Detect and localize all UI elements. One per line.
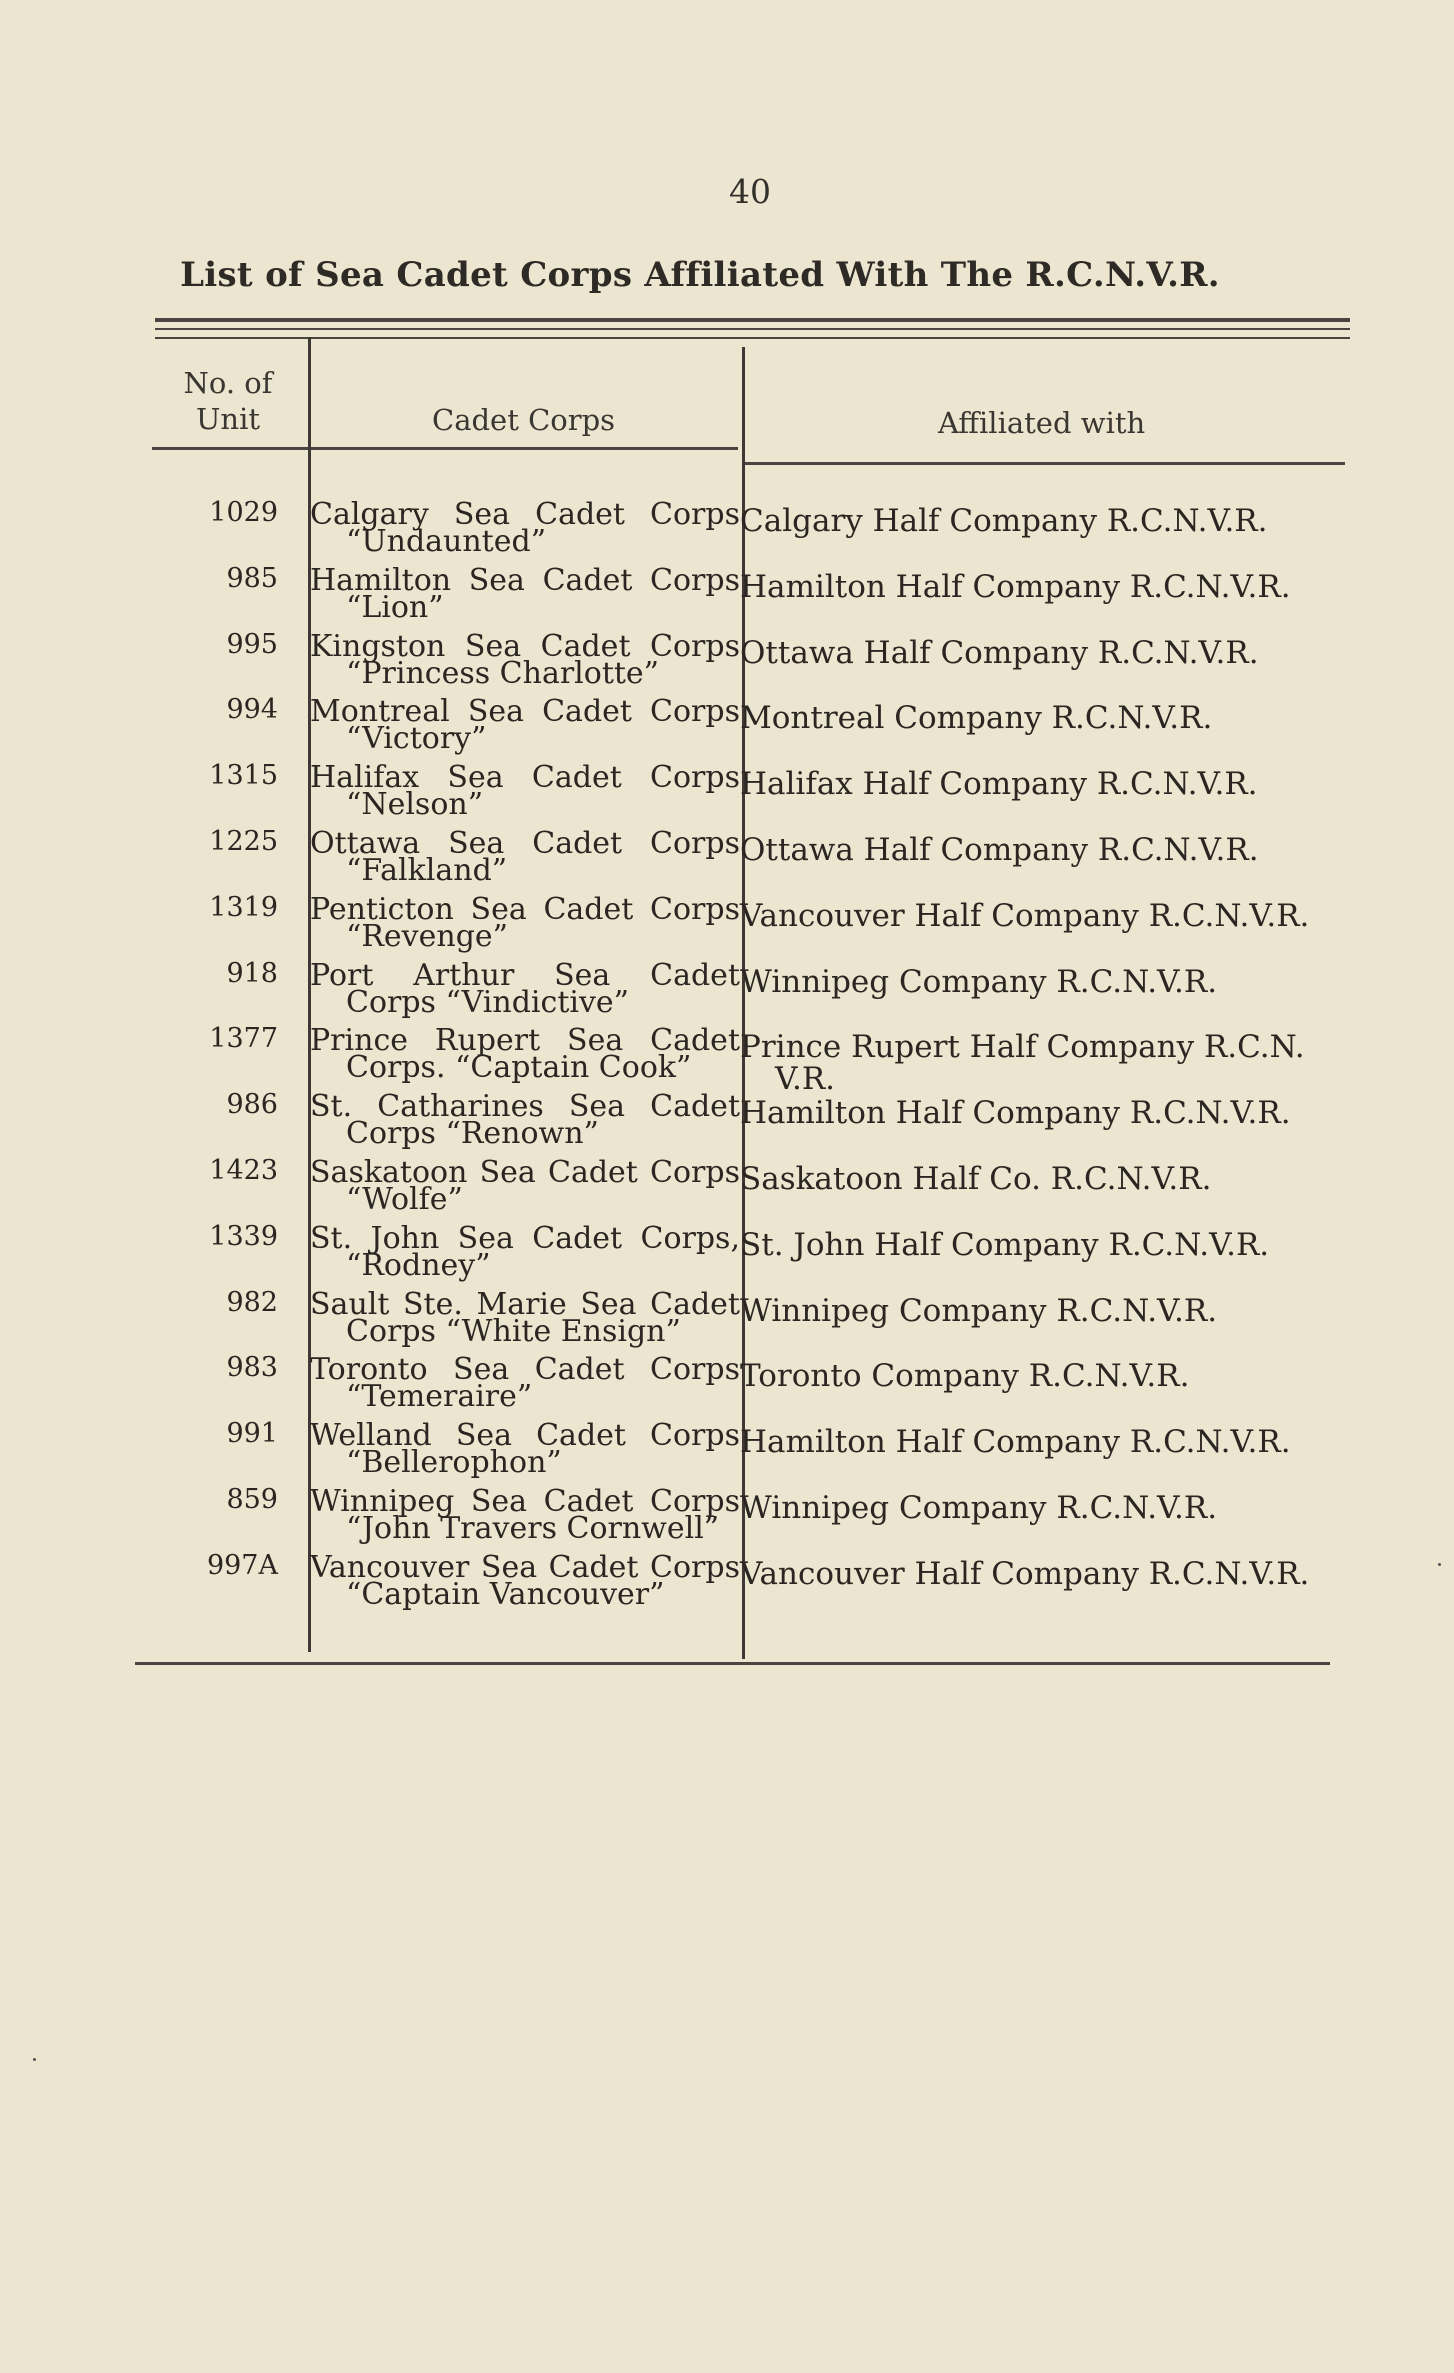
cadet-corps-ship-name: “Bellerophon” bbox=[346, 1445, 562, 1481]
cadet-corps-name: Halifax Sea Cadet Corps bbox=[310, 760, 740, 796]
header-affiliated: Affiliated with bbox=[938, 406, 1146, 440]
cadet-corps-name: Port Arthur Sea Cadet bbox=[310, 957, 740, 993]
top-rule-thin bbox=[155, 328, 1350, 330]
affiliated-with: Calgary Half Company R.C.N.V.R. bbox=[740, 503, 1268, 539]
unit-number: 995 bbox=[226, 628, 278, 660]
affiliated-with: Winnipeg Company R.C.N.V.R. bbox=[740, 1292, 1218, 1329]
cadet-corps-ship-name: “Undaunted” bbox=[346, 524, 547, 559]
header-corps: Cadet Corps bbox=[432, 403, 616, 437]
unit-number: 1029 bbox=[209, 497, 278, 528]
cadet-corps-name: Sault Ste. Marie Sea Cadet bbox=[310, 1286, 740, 1322]
affiliated-with: Vancouver Half Company R.C.N.V.R. bbox=[740, 1555, 1310, 1592]
cadet-corps-name: Calgary Sea Cadet Corps bbox=[310, 497, 740, 532]
table-row bbox=[0, 1089, 1454, 1155]
table-row bbox=[0, 629, 1454, 695]
cadet-corps-ship-name: Corps “Renown” bbox=[346, 1116, 599, 1152]
cadet-corps-name: Saskatoon Sea Cadet Corps bbox=[310, 1155, 740, 1190]
unit-number: 997A bbox=[206, 1549, 278, 1581]
cadet-corps-ship-name: “John Travers Cornwell” bbox=[346, 1511, 720, 1546]
table-row bbox=[0, 1550, 1454, 1616]
header-unit-line1: No. of bbox=[183, 366, 273, 400]
affiliated-with: Hamilton Half Company R.C.N.V.R. bbox=[740, 1424, 1291, 1461]
unit-number: 1339 bbox=[209, 1220, 278, 1252]
affiliated-with: Ottawa Half Company R.C.N.V.R. bbox=[740, 634, 1259, 671]
cadet-corps-name: Toronto Sea Cadet Corps bbox=[310, 1352, 740, 1388]
cadet-corps-ship-name: “Nelson” bbox=[346, 787, 484, 823]
cadet-corps-name: Winnipeg Sea Cadet Corps bbox=[310, 1484, 740, 1519]
affiliated-with: St. John Half Company R.C.N.V.R. bbox=[740, 1226, 1270, 1263]
affiliated-with: Halifax Half Company R.C.N.V.R. bbox=[740, 766, 1258, 803]
affiliated-with: Hamilton Half Company R.C.N.V.R. bbox=[740, 568, 1291, 605]
cadet-corps-name: Penticton Sea Cadet Corps bbox=[310, 891, 740, 927]
cadet-corps-ship-name: Corps “Vindictive” bbox=[346, 984, 630, 1020]
top-rule bbox=[155, 318, 1350, 322]
table-row bbox=[0, 1418, 1454, 1484]
cadet-corps-ship-name: “Lion” bbox=[346, 589, 444, 625]
unit-number: 1377 bbox=[209, 1023, 278, 1055]
unit-number: 1319 bbox=[209, 891, 278, 923]
header-rule-right bbox=[745, 462, 1345, 465]
unit-number: 983 bbox=[226, 1352, 278, 1384]
top-rule-thin-2 bbox=[155, 337, 1350, 339]
unit-number: 1423 bbox=[209, 1155, 278, 1186]
cadet-corps-name: Prince Rupert Sea Cadet bbox=[310, 1023, 740, 1059]
affiliated-with: Winnipeg Company R.C.N.V.R. bbox=[740, 1490, 1218, 1526]
affiliated-with: Winnipeg Company R.C.N.V.R. bbox=[740, 963, 1218, 1000]
affiliated-with: Saskatoon Half Co. R.C.N.V.R. bbox=[740, 1161, 1212, 1197]
speck bbox=[33, 2058, 36, 2061]
header-unit bbox=[178, 365, 278, 437]
affiliated-with: Prince Rupert Half Company R.C.N. bbox=[740, 1029, 1305, 1066]
table-row bbox=[0, 1352, 1454, 1418]
cadet-corps-ship-name: “Falkland” bbox=[346, 853, 508, 888]
cadet-corps-name: St. John Sea Cadet Corps, bbox=[310, 1220, 740, 1256]
cadet-corps-name: St. Catharines Sea Cadet bbox=[310, 1089, 740, 1125]
affiliated-with: Hamilton Half Company R.C.N.V.R. bbox=[740, 1095, 1291, 1132]
unit-number: 982 bbox=[226, 1286, 278, 1318]
table-row bbox=[0, 1287, 1454, 1353]
unit-number: 994 bbox=[226, 694, 278, 726]
unit-number: 1225 bbox=[209, 826, 278, 857]
affiliated-with: Montreal Company R.C.N.V.R. bbox=[740, 700, 1213, 737]
table-row bbox=[0, 1221, 1454, 1287]
cadet-corps-ship-name: “Temeraire” bbox=[346, 1379, 533, 1415]
cadet-corps-ship-name: “Captain Vancouver” bbox=[346, 1576, 665, 1612]
cadet-corps-ship-name: “Princess Charlotte” bbox=[346, 655, 660, 691]
cadet-corps-name: Vancouver Sea Cadet Corps bbox=[310, 1549, 740, 1585]
table-row bbox=[0, 958, 1454, 1024]
affiliated-with: Vancouver Half Company R.C.N.V.R. bbox=[740, 897, 1310, 934]
affiliated-with-continued: V.R. bbox=[775, 1061, 836, 1098]
table-row bbox=[0, 826, 1454, 892]
cadet-corps-ship-name: “Victory” bbox=[346, 721, 487, 757]
table-row bbox=[0, 892, 1454, 958]
table-row bbox=[0, 1155, 1454, 1221]
unit-number: 1315 bbox=[209, 760, 278, 792]
page-number: 40 bbox=[729, 172, 771, 211]
cadet-corps-name: Kingston Sea Cadet Corps bbox=[310, 628, 740, 664]
bottom-rule bbox=[135, 1662, 1330, 1665]
unit-number: 986 bbox=[226, 1089, 278, 1121]
cadet-corps-ship-name: Corps “White Ensign” bbox=[346, 1313, 681, 1349]
unit-number: 985 bbox=[226, 562, 278, 594]
table-row bbox=[0, 1023, 1454, 1098]
cadet-corps-name: Ottawa Sea Cadet Corps bbox=[310, 826, 740, 861]
affiliated-with: Ottawa Half Company R.C.N.V.R. bbox=[740, 832, 1259, 868]
header-unit-line2: Unit bbox=[195, 402, 261, 436]
affiliated-with: Toronto Company R.C.N.V.R. bbox=[740, 1358, 1190, 1395]
cadet-corps-name: Hamilton Sea Cadet Corps bbox=[310, 562, 740, 598]
page-title: List of Sea Cadet Corps Affiliated With The R.C.N.V.R. bbox=[180, 255, 1220, 295]
table-row bbox=[0, 1484, 1454, 1550]
table-row bbox=[0, 760, 1454, 826]
cadet-corps-ship-name: Corps. “Captain Cook” bbox=[346, 1050, 692, 1086]
table-row bbox=[0, 694, 1454, 760]
unit-number: 918 bbox=[226, 957, 278, 989]
unit-number: 991 bbox=[226, 1418, 278, 1450]
table-row bbox=[0, 563, 1454, 629]
cadet-corps-name: Montreal Sea Cadet Corps bbox=[310, 694, 740, 730]
cadet-corps-ship-name: “Revenge” bbox=[346, 918, 508, 954]
cadet-corps-name: Welland Sea Cadet Corps bbox=[310, 1418, 740, 1454]
unit-number: 859 bbox=[226, 1484, 278, 1515]
header-rule-left bbox=[152, 447, 738, 450]
cadet-corps-ship-name: “Rodney” bbox=[346, 1247, 491, 1283]
speck bbox=[1438, 1563, 1441, 1566]
table-row bbox=[0, 497, 1454, 563]
cadet-corps-ship-name: “Wolfe” bbox=[346, 1182, 463, 1217]
